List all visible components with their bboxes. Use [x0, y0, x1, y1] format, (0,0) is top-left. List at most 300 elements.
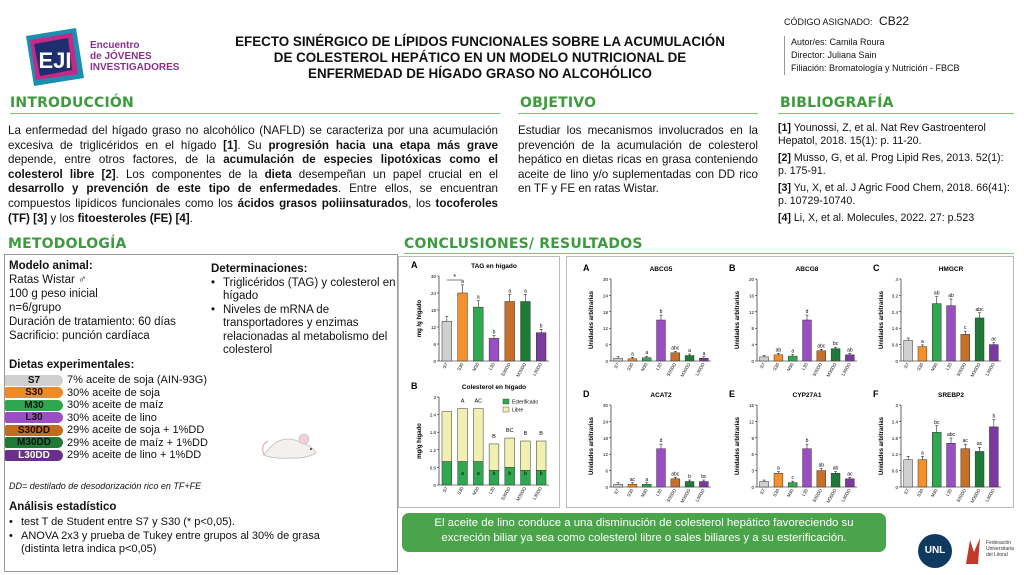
section-intro: INTRODUCCIÓN	[10, 95, 134, 111]
logo-line3: INVESTIGADORES	[90, 62, 180, 73]
legend-swatch	[503, 399, 509, 404]
y-tick: 30	[602, 277, 608, 282]
bar-M30DD	[831, 349, 840, 361]
y-tick: 3	[751, 468, 754, 474]
bar-M30	[642, 484, 651, 487]
sig-letter: ac	[991, 336, 997, 343]
y-tick: 3	[895, 403, 898, 408]
chart-title: SREBP2	[937, 392, 965, 399]
y-tick: 30	[602, 403, 608, 408]
diet-tag: M30	[5, 400, 63, 411]
diet-tag: L30DD	[5, 450, 63, 461]
sig-letter: abc	[817, 343, 826, 350]
y-tick: 30	[430, 274, 436, 279]
x-tick: L30	[487, 486, 496, 496]
x-tick: L30DD	[840, 362, 852, 377]
diet-label: 7% aceite de soja (AIN-93G)	[67, 374, 208, 386]
x-tick: S30	[456, 486, 465, 496]
bar-S7	[904, 341, 913, 362]
sig-letter: a	[524, 288, 527, 295]
sig-letter: abc	[946, 432, 956, 439]
diet-label: 30% aceite de maíz	[67, 399, 164, 411]
diet-row	[5, 387, 208, 400]
bar-M30	[642, 358, 651, 361]
y-tick: 24	[430, 291, 436, 296]
x-tick: S30DD	[811, 488, 824, 504]
x-tick: L30	[487, 362, 496, 372]
y-tick: 12	[602, 452, 608, 458]
rat-icon	[260, 425, 320, 461]
chart-colesterol-en-h-gado	[411, 381, 549, 502]
panel-letter: F	[873, 389, 879, 399]
diet-tag: L30	[5, 412, 63, 423]
bar-L30	[657, 320, 666, 361]
bar-M30DD	[975, 451, 984, 487]
x-tick: M30	[785, 488, 795, 499]
diet-title: Dietas experimentales:	[9, 359, 135, 371]
x-tick: S7	[902, 362, 911, 370]
results-panel-liver	[398, 256, 560, 508]
bar-S30DD	[671, 479, 680, 487]
sig-letter: ac	[629, 476, 636, 483]
bar-S30	[628, 484, 637, 487]
x-tick: L30DD	[531, 362, 544, 377]
bar-S30DD	[817, 471, 826, 487]
y-tick: 0	[433, 359, 436, 364]
sig-letter: abc	[975, 306, 984, 313]
y-tick: 0	[751, 359, 754, 364]
logo-letters: EJI	[38, 48, 72, 73]
sig-letter: bc	[934, 419, 940, 426]
sig-letter: B	[492, 433, 496, 440]
diet-tag: S30DD	[5, 425, 63, 436]
bibliography	[778, 122, 1014, 225]
x-tick: S30	[771, 362, 781, 372]
y-tick: 24	[602, 293, 608, 299]
x-tick: M30DD	[825, 488, 838, 504]
conclusion-text: El aceite de lino conduce a una disminución de colesterol hepático favoreciendo su excreción biliar ya sea como colesterol libre o sales biliares y a su esterificación.	[434, 517, 854, 544]
bar-S30	[918, 347, 927, 361]
bar-L30-libre	[489, 444, 499, 470]
star-mark: *	[453, 274, 457, 281]
x-tick: S7	[758, 362, 767, 370]
diet-label: 29% aceite de lino + 1%DD	[67, 449, 202, 461]
bar-L30DD	[845, 355, 854, 361]
x-tick: S7	[441, 486, 449, 494]
y-tick: 1.8	[429, 430, 436, 436]
fed-logo: Federación Universitaria del Litoral	[962, 536, 1020, 568]
x-tick: L30	[654, 362, 663, 372]
x-tick: S30	[456, 362, 465, 372]
section-objective: OBJETIVO	[520, 95, 597, 111]
chart-title: HMGCR	[938, 266, 964, 273]
panel-letter: A	[411, 260, 418, 270]
diet-tag: S30	[5, 387, 63, 398]
panel-letter: C	[873, 263, 880, 273]
diet-row	[5, 437, 208, 450]
bar-M30	[788, 483, 797, 487]
sig-letter: AC	[474, 398, 483, 405]
y-tick: 20	[748, 277, 754, 282]
inner-letter: b	[492, 471, 496, 478]
y-axis-label: Unidades arbitrarias	[589, 416, 595, 476]
sig-letter: ac	[847, 471, 853, 478]
x-tick: M30DD	[969, 362, 982, 378]
logo-line2: de JÓVENES	[90, 51, 152, 62]
sig-letter: A	[460, 398, 465, 405]
x-tick: M30DD	[679, 362, 692, 378]
results-panel-genes	[566, 256, 1014, 508]
x-tick: M30DD	[679, 488, 692, 504]
sig-letter: b	[492, 329, 496, 336]
y-tick: 24	[602, 419, 608, 425]
sig-letter: BC	[505, 428, 514, 435]
bar-L30	[803, 449, 812, 487]
y-tick: 6	[433, 342, 436, 347]
x-tick: S30DD	[955, 488, 968, 504]
bib-item: [3] Yu, X, et al. J Agric Food Chem, 2018. 66(41): p. 10729-10740.	[778, 182, 1010, 207]
bar-S7	[442, 321, 452, 361]
poster-title	[200, 34, 760, 82]
x-tick: S30DD	[665, 362, 678, 378]
affiliation: Filiación: Bromatología y Nutrición - FBCB	[791, 63, 960, 73]
legend-label: Libre	[512, 407, 524, 414]
title-line1: EFECTO SINÉRGICO DE LÍPIDOS FUNCIONALES SOBRE LA ACUMULACIÓN	[235, 34, 725, 49]
y-tick: 12	[748, 309, 754, 315]
bar-S30	[774, 473, 783, 487]
section-method: METODOLOGÍA	[8, 236, 127, 252]
bar-M30	[932, 432, 941, 487]
sig-letter: a	[688, 348, 691, 355]
x-tick: S7	[612, 362, 621, 370]
y-tick: 1.8	[891, 435, 898, 441]
y-tick: 0.6	[429, 465, 436, 471]
sig-letter: a	[461, 278, 464, 285]
intro-text: La enfermedad del hígado graso no alcohólico (NAFLD) se caracteriza por una acumulación excesiva de triglicéridos en el hígado [1]. Su progresión hacia una etapa más grave depende, entre otros factores, de la acumulación de especies lipotóxicas como el colesterol libre [2]. Los componentes de la dieta desempeñan un papel crucial en el desarrollo y prevención de este tipo de enfermedades. Entre ellos, se encuentran compuestos lipídicos funcionales como los ácidos grasos poliinsaturados, los tocoferoles (TF) [3] y los fitoesteroles (FE) [4].	[8, 124, 499, 225]
sig-letter: b	[539, 323, 543, 330]
sig-letter: a	[791, 348, 795, 355]
sig-letter: B	[539, 431, 543, 437]
y-tick: 6	[751, 452, 754, 458]
sig-letter: d	[805, 309, 809, 316]
y-tick: 2.4	[891, 419, 898, 425]
y-tick: 0	[605, 359, 608, 364]
x-tick: S30	[771, 488, 781, 498]
bib-item: [1] Younossi, Z, et al. Nat Rev Gastroenterol Hepatol, 2018. 15(1): p. 11-20.	[778, 122, 986, 147]
bar-L30	[489, 338, 499, 361]
y-tick: 18	[602, 309, 608, 315]
y-tick: 18	[430, 308, 436, 313]
bar-S7	[760, 357, 769, 361]
x-tick: M30	[471, 486, 481, 497]
bib-item: [4] Li, X, et al. Molecules, 2022. 27: p.523	[778, 212, 975, 224]
sig-letter: ac	[976, 441, 983, 448]
sig-letter: b	[992, 413, 996, 420]
bar-S7-libre	[442, 412, 452, 462]
y-tick: 1.2	[429, 447, 436, 453]
x-tick: M30DD	[969, 488, 982, 504]
bar-M30DD	[685, 482, 694, 487]
bar-M30	[788, 356, 797, 361]
sig-letter: a	[508, 288, 512, 295]
dd-note: DD= destilado de desodorización rico en TF+FE	[9, 481, 202, 491]
inner-letter: b	[508, 471, 512, 478]
sig-letter: bc	[832, 341, 839, 348]
sig-letter: ac	[962, 438, 968, 445]
y-tick: 0.6	[891, 468, 898, 474]
bar-S7	[760, 482, 769, 487]
bar-L30	[657, 449, 666, 487]
bar-S7	[614, 358, 623, 361]
diet-tag: S7	[5, 375, 63, 386]
y-tick: 18	[602, 435, 608, 441]
section-biblio: BIBLIOGRAFÍA	[780, 95, 894, 111]
logo-mark	[26, 28, 84, 86]
bar-L30DD	[699, 482, 708, 487]
x-tick: M30	[639, 362, 649, 373]
x-tick: S7	[902, 488, 911, 496]
chart-title: TAG en hígado	[471, 263, 517, 270]
x-tick: L30DD	[984, 362, 996, 377]
y-tick: 0	[895, 485, 898, 490]
x-tick: L30	[944, 362, 953, 372]
x-tick: M30DD	[825, 362, 838, 378]
inner-letter: b	[524, 471, 527, 478]
author: Autor/es: Camila Roura	[791, 37, 885, 47]
y-axis-label: Unidades arbitrarias	[735, 290, 741, 350]
y-tick: 0	[751, 485, 754, 490]
bar-S7-esterificado	[442, 462, 452, 485]
y-axis-label: Unidades arbitrarias	[735, 416, 741, 476]
legend-swatch	[503, 407, 509, 412]
x-tick: L30DD	[984, 488, 996, 503]
y-tick: 4	[751, 342, 754, 348]
diet-row	[5, 412, 208, 425]
diet-row	[5, 424, 208, 437]
panel-letter: E	[729, 389, 736, 399]
bar-S30DD	[671, 353, 680, 361]
objective-text: Estudiar los mecanismos involucrados en la prevención de la acumulación de colesterol hepático en dietas ricas en grasa conteniendo aceite de lino y/o suplementadas con DD rico en TF y FE en ratas Wistar.	[518, 124, 758, 196]
bar-S30	[628, 359, 637, 361]
animal-title: Modelo animal:	[9, 260, 93, 272]
det-title: Determinaciones:	[211, 263, 308, 275]
diet-row	[5, 399, 208, 412]
x-tick: S30DD	[811, 362, 824, 378]
sig-letter: a	[921, 450, 924, 457]
bar-L30	[947, 306, 956, 361]
y-axis-label: Unidades arbitrarias	[589, 290, 595, 350]
x-tick: M30DD	[515, 362, 528, 378]
bar-M30DD	[975, 318, 984, 361]
sig-letter: a	[645, 476, 649, 483]
diet-row	[5, 374, 208, 387]
chart-tag-en-h-gado	[411, 260, 549, 378]
bar-S30	[458, 293, 468, 361]
chart-title: ACAT2	[650, 392, 672, 399]
sig-letter: B	[523, 431, 528, 437]
y-tick: 1.6	[891, 326, 898, 332]
sig-letter: a	[645, 350, 649, 357]
title-line2: DE COLESTEROL HEPÁTICO EN UN MODELO NUTRICIONAL DE	[273, 50, 687, 65]
sig-letter: a	[777, 465, 780, 472]
panel-letter: B	[411, 381, 418, 391]
inner-letter: b	[539, 471, 543, 478]
x-tick: L30	[654, 488, 663, 498]
x-tick: S30DD	[665, 488, 678, 504]
title-line3: ENFERMEDAD DE HÍGADO GRASO NO ALCOHÓLICO	[308, 66, 652, 81]
bar-M30-libre	[473, 409, 483, 462]
chart-acat2	[583, 389, 711, 504]
diet-label: 29% aceite de soja + 1%DD	[67, 424, 205, 436]
section-results: CONCLUSIONES/ RESULTADOS	[404, 236, 643, 252]
x-tick: L30	[944, 488, 953, 498]
diet-row	[5, 449, 208, 462]
bar-L30DD	[699, 358, 708, 361]
bar-S30DD	[505, 302, 515, 362]
x-tick: S30	[915, 488, 925, 498]
bar-L30DD	[845, 479, 854, 487]
bar-L30	[947, 443, 956, 487]
y-tick: 16	[748, 293, 754, 299]
legend-label: Esterificado	[512, 399, 539, 406]
sig-letter: abc	[671, 471, 680, 478]
bar-M30DD	[831, 473, 840, 487]
sig-letter: ab	[775, 347, 782, 354]
y-tick: 3	[433, 395, 436, 400]
bar-L30	[803, 320, 812, 361]
chart-title: CYP27A1	[792, 392, 822, 399]
x-tick: L30	[800, 362, 809, 372]
y-tick: 3.2	[891, 293, 898, 299]
sig-letter: a	[921, 338, 924, 345]
x-tick: M30	[785, 362, 795, 373]
y-tick: 8	[751, 326, 754, 332]
diet-label: 29% aceite de maíz + 1%DD	[67, 436, 208, 449]
sig-letter: ab	[933, 290, 940, 297]
bar-S7	[904, 460, 913, 487]
conclusion-box	[402, 513, 886, 552]
x-tick: S30DD	[499, 486, 512, 502]
sig-letter: ab	[832, 465, 839, 472]
bar-M30	[932, 304, 941, 361]
chart-cyp27a1	[729, 389, 857, 504]
y-axis-label: Unidades arbitrarias	[879, 290, 885, 350]
stats-title: Análisis estadístico	[9, 501, 117, 513]
bar-S30DD	[817, 351, 826, 361]
sig-letter: b	[805, 438, 809, 445]
y-tick: 12	[430, 325, 436, 330]
chart-hmgcr	[873, 263, 1001, 378]
bar-L30DD	[989, 345, 998, 361]
panel-letter: D	[583, 389, 590, 399]
y-tick: 6	[605, 468, 608, 474]
sig-letter: d	[659, 438, 663, 445]
sig-letter: bc	[701, 474, 707, 481]
chart-title: ABCG5	[649, 266, 673, 273]
bar-L30DD	[536, 333, 546, 361]
y-tick: 12	[602, 326, 608, 332]
inner-letter: a	[461, 471, 464, 478]
x-tick: S30DD	[955, 362, 968, 378]
bar-L30DD-libre	[536, 441, 546, 470]
chart-abcg5	[583, 263, 711, 378]
director: Director: Juliana Sain	[791, 50, 877, 60]
bar-S30-libre	[458, 409, 468, 462]
logo	[26, 28, 186, 88]
x-tick: L30DD	[694, 362, 706, 377]
y-tick: 0.8	[891, 342, 898, 348]
x-tick: S30	[625, 488, 635, 498]
sig-letter: b	[688, 474, 691, 481]
y-tick: 15	[748, 403, 754, 408]
chart-title: Colesterol en hígado	[461, 384, 527, 391]
bar-M30	[473, 307, 483, 361]
x-tick: L30DD	[694, 488, 706, 503]
panel-letter: A	[583, 263, 590, 273]
bar-S30DD-libre	[505, 438, 515, 467]
sig-letter: ab	[948, 293, 954, 300]
y-tick: 6	[605, 342, 608, 348]
x-tick: M30	[471, 362, 481, 373]
x-tick: S7	[758, 488, 767, 496]
code-label: CÓDIGO ASIGNADO:	[784, 17, 873, 27]
x-tick: L30DD	[840, 488, 852, 503]
x-tick: S30DD	[499, 362, 512, 378]
y-axis-label: mg /g hígado	[417, 299, 423, 338]
fed-logo-mark	[962, 536, 984, 566]
y-tick: 0	[605, 485, 608, 490]
y-axis-label: mg/g hígado	[417, 423, 423, 459]
chart-srebp2	[873, 389, 1001, 504]
sig-letter: a	[476, 294, 480, 301]
sig-letter: a	[631, 351, 634, 358]
x-tick: M30	[639, 488, 649, 499]
x-tick: M30	[929, 488, 939, 499]
y-tick: 9	[751, 435, 754, 441]
y-tick: 12	[748, 419, 754, 425]
x-tick: S7	[441, 362, 449, 370]
x-tick: M30DD	[515, 486, 528, 502]
bib-item: [2] Musso, G, et al. Prog Lipid Res, 2013. 52(1): p. 175-91.	[778, 152, 1004, 177]
y-tick: 0	[433, 483, 436, 488]
diet-label: 30% aceite de lino	[67, 411, 157, 424]
sig-letter: ab	[847, 347, 853, 354]
sig-letter: a	[702, 350, 706, 357]
code-value: CB22	[879, 14, 910, 28]
sig-letter: c	[964, 325, 967, 332]
sig-letter: abc	[671, 345, 680, 352]
chart-title: ABCG8	[795, 266, 819, 273]
diet-tag: M30DD	[5, 437, 63, 448]
x-tick: M30	[929, 362, 939, 373]
method-panel: Modelo animal: Ratas Wistar ♂ 100 g peso inicial n=6/grupo Duración de tratamiento: 60 días Sacrificio: punción cardíaca Determinaciones: • Triglicéridos (TAG) y colesterol en hígado • Niveles de mRNA de transportadores y enzimas relacionadas al metabolismo del colesterol Dietas experimentales: S7 7% aceite de soja (AIN-93G) S30 30% aceite de soja M30 30% aceite de maíz L30 30% aceite de lino S30DD 29% aceite de soja + 1%DD M30DD 29% aceite de maíz + 1%DD L30DD 29% aceite de lino + 1%DD DD= destilado de desodorización rico en TF+FE Análisis estadístico • test T de Student entre S7 y S30 (* p<0,05). • ANOVA 2x3 y prueba de Tukey entre grupos al 30% de grasa (distinta letra indica p<0,05)	[4, 254, 398, 572]
bar-M30DD	[521, 302, 531, 362]
panel-letter: B	[729, 263, 736, 273]
bar-S30DD	[961, 334, 970, 361]
bar-S30DD	[961, 449, 970, 487]
x-tick: S30	[915, 362, 925, 372]
y-tick: 0	[895, 359, 898, 364]
y-tick: 2.4	[891, 309, 898, 315]
x-tick: L30	[800, 488, 809, 498]
bar-L30DD	[989, 427, 998, 487]
y-tick: 2.4	[429, 412, 436, 418]
bar-M30DD	[685, 356, 694, 361]
sig-letter: b	[659, 309, 663, 316]
bar-M30DD-libre	[521, 441, 531, 470]
sig-letter: ab	[818, 462, 825, 469]
sig-letter: c	[791, 475, 794, 482]
